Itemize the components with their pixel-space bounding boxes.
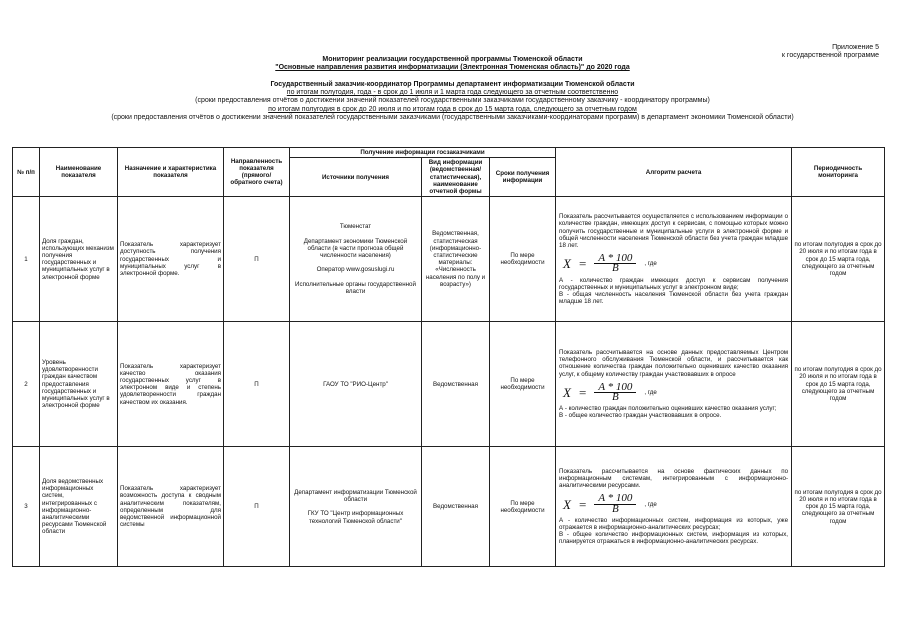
- formula-fraction: [594, 380, 636, 403]
- formula: [563, 492, 788, 515]
- row-terms: По мере необходимости: [490, 322, 556, 447]
- row-desc: Показатель характеризует доступность получения государственных и муниципальных услуг в электронной форме.: [118, 197, 224, 322]
- algo-a: А - количество граждан положительно оценивших качество оказания услуг;: [559, 405, 777, 413]
- formula-where: , где: [644, 260, 657, 268]
- algo-a: А - количество граждан имеющих доступ к сервисам получения государственных и муниципальных услуг в электронном виде;: [559, 276, 789, 291]
- row-direction: П: [224, 197, 290, 322]
- row-algorithm: [556, 197, 792, 322]
- row-periodicity: по итогам полугодия в срок до 20 июля и по итогам года в срок до 15 марта года, следующего за отчетным годом: [792, 447, 885, 567]
- row-sources: [290, 447, 422, 567]
- row-info-type: Ведомственная: [422, 322, 490, 447]
- table-header-row-1: [13, 148, 885, 158]
- source-item: Департамент экономики Тюменской области (в части прогноза общей численности населения): [303, 237, 408, 260]
- customer-line: Государственный заказчик-координатор Программы департамент информатизации Тюменской области: [270, 81, 635, 88]
- algo-intro: Показатель рассчитывается осуществляется с использованием информации о количестве граждан, имеющих доступ к сервисам, с помощью которых можно получить государственные и муниципальные услуги в электронной форме и общей численности населения Тюменской области без учета граждан младше 18 лет.: [559, 213, 789, 249]
- source-item: ГКУ ТО "Центр информационных технологий Тюменской области": [307, 510, 404, 525]
- row-algorithm: [556, 447, 792, 567]
- algo-intro: Показатель рассчитывается на основе фактических данных по информационным системам, интегрированным с информационно-аналитическими ресурсами.: [559, 467, 789, 490]
- row-desc: Показатель характеризует возможность доступа к сводным аналитическим показателям, определенным для ведомственной информационной системы: [118, 447, 224, 567]
- col-header-name: Наименование показателя: [40, 148, 118, 197]
- algo-intro: Показатель рассчитывается на основе данных предоставляемых Центром телефонного обслуживания Тюменской области, и рассчитывается как отношение количества граждан положительно оценивших качество оказания услуг, к общему количеству граждан участвовавших в опросе: [559, 348, 789, 378]
- formula-denominator: B: [611, 390, 619, 403]
- row-info-type: Ведомственная: [422, 447, 490, 567]
- source-item: Департамент информатизации Тюменской области: [294, 488, 417, 503]
- appendix-line-2: к государственной программе: [781, 52, 879, 59]
- formula-eq: =: [578, 496, 587, 512]
- col-header-direction: Направленность показателя (прямого/обратного счета): [224, 148, 290, 197]
- formula-denominator: B: [611, 502, 619, 515]
- source-item: Тюменстат: [339, 223, 372, 231]
- col-header-sources: Источники получения: [290, 158, 422, 197]
- row-terms: По мере необходимости: [490, 447, 556, 567]
- col-header-info-type: Вид информации (ведомственная/ статистическая), наименование отчетной формы: [422, 158, 490, 197]
- table-row: [13, 322, 885, 447]
- table-row: [13, 197, 885, 322]
- source-item: Оператор www.gosuslugi.ru: [316, 266, 395, 274]
- formula-eq: =: [578, 256, 587, 272]
- algo-b: В - общее количество информационных систем, информация из которых, планируется отражаться в информационно-аналитических ресурсах.: [559, 531, 789, 546]
- formula: [563, 380, 788, 403]
- monitoring-table: [12, 147, 885, 567]
- document-title: Мониторинг реализации государственной программы Тюменской области: [322, 56, 583, 63]
- row-name: Уровень удовлетворенности граждан качеством предоставления государственных и муниципальных услуг в электронной форме: [40, 322, 118, 447]
- col-header-group: Получение информации госзаказчиками: [290, 148, 556, 158]
- row-direction: П: [224, 322, 290, 447]
- formula-numerator: A * 100: [594, 255, 636, 264]
- row-num: 2: [13, 322, 40, 447]
- formula-numerator: A * 100: [594, 384, 636, 393]
- note-line-2: (сроки предоставления отчётов о достижении значений показателей государственными заказчиками (государственными заказчиками-координаторами программ) в департамент экономики Тюменской области): [111, 114, 794, 121]
- row-num: 1: [13, 197, 40, 322]
- row-name: Доля граждан, использующих механизм получения государственных и муниципальных услуг в электронной форме: [40, 197, 118, 322]
- formula-x: X: [563, 256, 571, 272]
- period-line-2: по итогам полугодия в срок до 20 июля и по итогам года в срок до 15 марта года, следующего за отчетным годом: [268, 106, 637, 113]
- period-line: по итогам полугодия, года - в срок до 1 июля и 1 марта года следующего за отчетным соответственно: [286, 89, 619, 96]
- col-header-desc: Назначение и характеристика показателя: [118, 148, 224, 197]
- formula-fraction: [594, 252, 636, 275]
- row-terms: По мере необходимости: [490, 197, 556, 322]
- row-direction: П: [224, 447, 290, 567]
- col-header-terms: Сроки получения информации: [490, 158, 556, 197]
- algo-b: В - общая численность населения Тюменской области без учета граждан младше 18 лет.: [559, 290, 789, 306]
- source-item: Исполнительные органы государственной власти: [295, 280, 416, 296]
- row-algorithm: [556, 322, 792, 447]
- col-header-periodicity: Периодичность мониторинга: [792, 148, 885, 197]
- formula-x: X: [563, 496, 571, 512]
- formula-eq: =: [578, 384, 587, 400]
- col-header-algorithm: Алгоритм расчета: [556, 148, 792, 197]
- algo-a: А - количество информационных систем, информация из которых, уже отражается в информационно-аналитических ресурсах;: [559, 516, 789, 532]
- algo-b: В - общее количество граждан участвовавших в опросе.: [559, 412, 722, 420]
- appendix-line-1: Приложение 5: [832, 44, 879, 51]
- row-periodicity: по итогам полугодия в срок до 20 июля и по итогам года в срок до 15 марта года, следующего за отчетным годом: [792, 197, 885, 322]
- formula-numerator: A * 100: [594, 495, 636, 504]
- document-subtitle: "Основные направления развития информатизации (Электронная Тюменская область)" до 2020 года: [275, 64, 630, 71]
- row-periodicity: по итогам полугодия в срок до 20 июля и по итогам года в срок до 15 марта года, следующего за отчетным годом: [792, 322, 885, 447]
- row-desc: Показатель характеризует качество оказания государственных услуг в электронном виде и степень удовлетворенности граждан качеством их оказания.: [118, 322, 224, 447]
- formula-x: X: [563, 384, 571, 400]
- formula: [563, 252, 788, 275]
- source-item: ГАОУ ТО "РИО-Центр": [323, 380, 388, 388]
- formula-where: , где: [644, 500, 657, 508]
- col-header-num: № п/п: [13, 148, 40, 197]
- formula-fraction: [594, 492, 636, 515]
- row-sources: [290, 197, 422, 322]
- row-name: Доля ведомственных информационных систем, интегрированных с информационно-аналитическими ресурсами Тюменской области: [40, 447, 118, 567]
- row-sources: [290, 322, 422, 447]
- row-info-type: Ведомственная, статистическая (информационно-статистические материалы: «Численность населения по полу и возрасту»): [422, 197, 490, 322]
- row-num: 3: [13, 447, 40, 567]
- note-line-1: (сроки предоставления отчётов о достижении значений показателей государственными заказчиками государственному заказчику - координатору программы): [195, 97, 710, 104]
- formula-where: , где: [644, 388, 657, 396]
- table-row: [13, 447, 885, 567]
- formula-denominator: B: [611, 262, 619, 275]
